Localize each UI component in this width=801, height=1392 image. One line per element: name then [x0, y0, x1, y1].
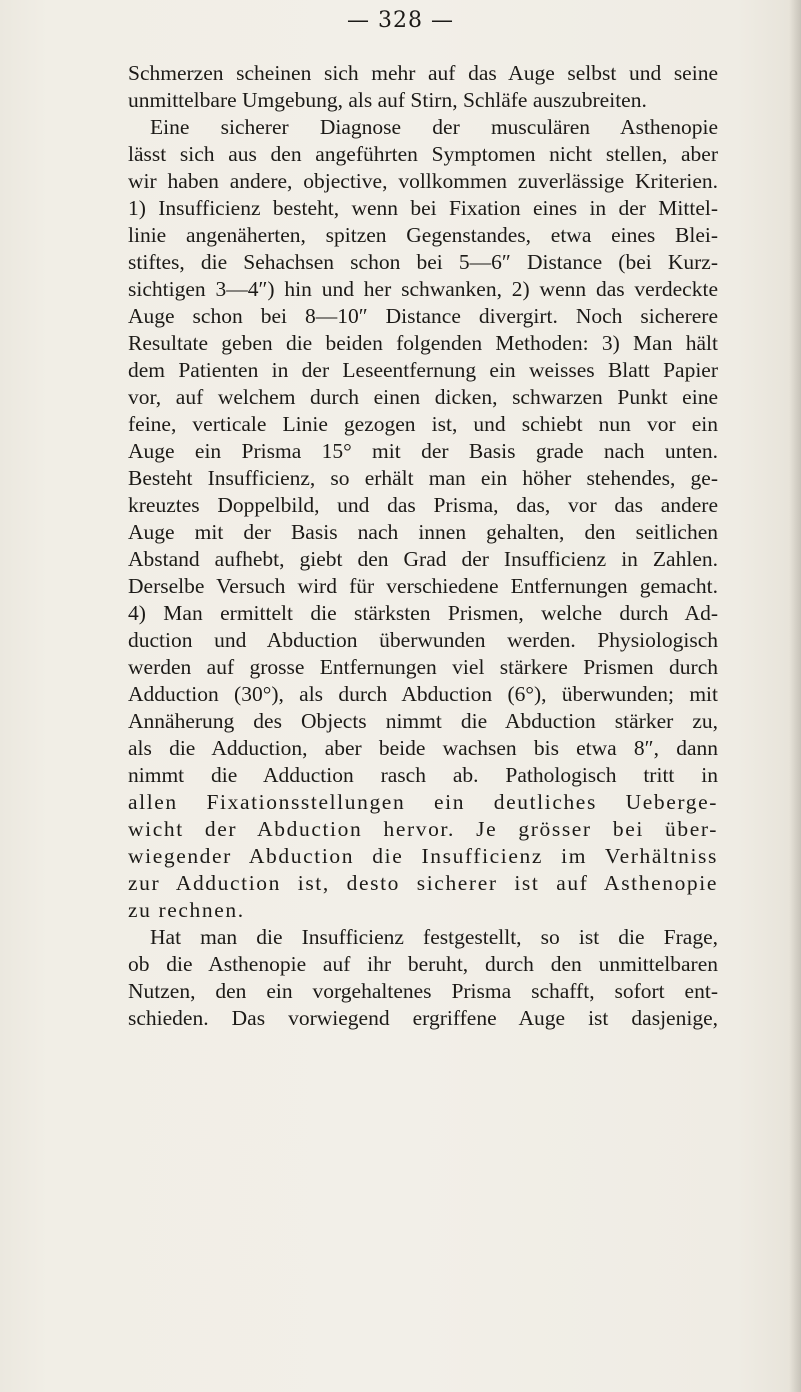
- text-line: Derselbe Versuch wird für verschiedene Entfernungen gemacht.: [128, 574, 718, 598]
- text-line: schieden. Das vorwiegend ergriffene Auge ist dasjenige,: [128, 1006, 718, 1030]
- text-line: allen Fixationsstellungen ein deutliches Ueberge-: [128, 790, 718, 814]
- paragraph: [128, 114, 718, 924]
- text-line: feine, verticale Linie gezogen ist, und schiebt nun vor ein: [128, 412, 718, 436]
- text-line: werden auf grosse Entfernungen viel stärkere Prismen durch: [128, 655, 718, 679]
- text-line: Resultate geben die beiden folgenden Methoden: 3) Man hält: [128, 331, 718, 355]
- text-line: vor, auf welchem durch einen dicken, schwarzen Punkt eine: [128, 385, 718, 409]
- text-line: Schmerzen scheinen sich mehr auf das Auge selbst und seine: [128, 61, 718, 85]
- text-line: Adduction (30°), als durch Abduction (6°), überwunden; mit: [128, 682, 718, 706]
- text-line: kreuztes Doppelbild, und das Prisma, das, vor das andere: [128, 493, 718, 517]
- text-line: Auge mit der Basis nach innen gehalten, den seitlichen: [128, 520, 718, 544]
- text-line: zu rechnen.: [128, 898, 245, 922]
- text-line: Hat man die Insufficienz festgestellt, so ist die Frage,: [150, 925, 718, 949]
- text-line: Eine sicherer Diagnose der musculären Asthenopie: [150, 115, 718, 139]
- text-line: duction und Abduction überwunden werden. Physiologisch: [128, 628, 718, 652]
- text-line: Besteht Insufficienz, so erhält man ein höher stehendes, ge-: [128, 466, 718, 490]
- paragraph: [128, 924, 718, 1032]
- text-line: nimmt die Adduction rasch ab. Pathologisch tritt in: [128, 763, 718, 787]
- page-edge-shadow: [789, 0, 801, 1392]
- text-line: als die Adduction, aber beide wachsen bis etwa 8″, dann: [128, 736, 718, 760]
- text-line: sichtigen 3—4″) hin und her schwanken, 2) wenn das verdeckte: [128, 277, 718, 301]
- text-line: 1) Insufficienz besteht, wenn bei Fixation eines in der Mittel-: [128, 196, 718, 220]
- text-line: lässt sich aus den angeführten Symptomen nicht stellen, aber: [128, 142, 718, 166]
- body-text: [128, 60, 718, 1032]
- text-line: wicht der Abduction hervor. Je grösser bei über-: [128, 817, 718, 841]
- text-line: wiegender Abduction die Insufficienz im Verhältniss: [128, 844, 718, 868]
- text-line: unmittelbare Umgebung, als auf Stirn, Schläfe auszubreiten.: [128, 88, 647, 112]
- text-line: dem Patienten in der Leseentfernung ein weisses Blatt Papier: [128, 358, 718, 382]
- text-line: zur Adduction ist, desto sicherer ist auf Asthenopie: [128, 871, 718, 895]
- text-line: Abstand aufhebt, giebt den Grad der Insufficienz in Zahlen.: [128, 547, 718, 571]
- text-line: Annäherung des Objects nimmt die Abduction stärker zu,: [128, 709, 718, 733]
- text-line: Auge schon bei 8—10″ Distance divergirt. Noch sicherere: [128, 304, 718, 328]
- text-line: Auge ein Prisma 15° mit der Basis grade nach unten.: [128, 439, 718, 463]
- text-line: wir haben andere, objective, vollkommen zuverlässige Kriterien.: [128, 169, 718, 193]
- text-line: Nutzen, den ein vorgehaltenes Prisma schafft, sofort ent-: [128, 979, 718, 1003]
- text-line: linie angenäherten, spitzen Gegenstandes, etwa eines Blei-: [128, 223, 718, 247]
- page-number: — 328 —: [347, 8, 454, 33]
- text-line: ob die Asthenopie auf ihr beruht, durch den unmittelbaren: [128, 952, 718, 976]
- text-line: stiftes, die Sehachsen schon bei 5—6″ Distance (bei Kurz-: [128, 250, 718, 274]
- paragraph: [128, 60, 718, 114]
- text-line: 4) Man ermittelt die stärksten Prismen, welche durch Ad-: [128, 601, 718, 625]
